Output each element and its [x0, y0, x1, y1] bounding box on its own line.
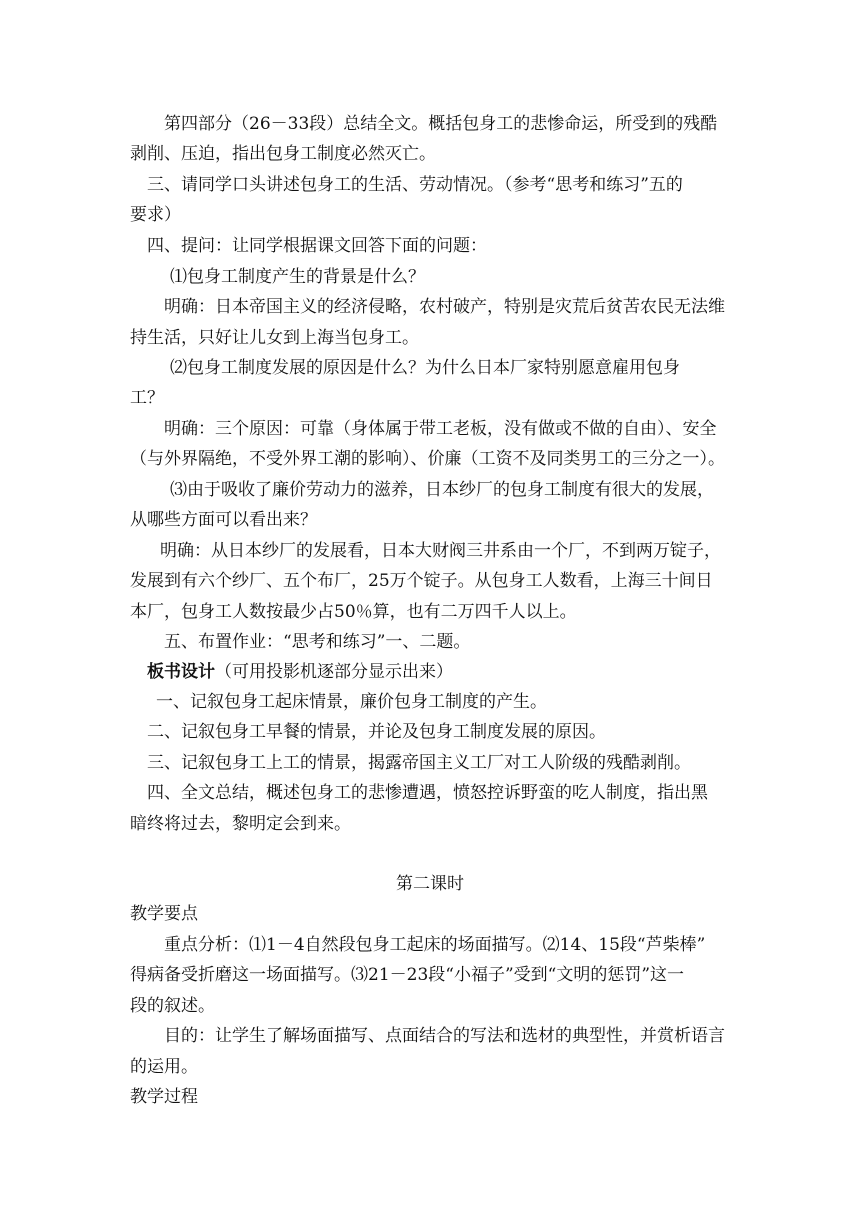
- section-heading: [147, 660, 453, 684]
- text-line: 第四部分（26－33段）总结全文。概括包身工的悲惨命运，所受到的残酷: [164, 114, 718, 134]
- text-line: 二、记叙包身工早餐的情景，并论及包身工制度发展的原因。: [147, 722, 606, 742]
- board-design-label: 板书设计: [147, 662, 215, 682]
- text-line: 本厂，包身工人数按最少占50％算，也有二万四千人以上。: [130, 602, 577, 622]
- text-line: 一、记叙包身工起床情景，廉价包身工制度的产生。: [156, 692, 547, 712]
- text-line: 四、全文总结，概述包身工的悲惨遭遇，愤怒控诉野蛮的吃人制度，指出黑: [147, 783, 708, 803]
- text-line: 发展到有六个纱厂、五个布厂，25万个锭子。从包身工人数看，上海三十间日: [130, 571, 713, 591]
- text-line: 明确：三个原因：可靠（身体属于带工老板，没有做或不做的自由）、安全: [164, 419, 717, 439]
- text-line: 的运用。: [130, 1057, 198, 1077]
- text-line: 三、请同学口头讲述包身工的生活、劳动情况。（参考“思考和练习”五的: [147, 175, 683, 195]
- text-line: ⑵包身工制度发展的原因是什么？为什么日本厂家特别愿意雇用包身: [170, 358, 680, 378]
- lesson-title: 第二课时: [396, 874, 464, 894]
- text-line: 剥削、压迫，指出包身工制度必然灭亡。: [130, 144, 436, 164]
- text-line: 五、布置作业：“思考和练习”一、二题。: [164, 632, 471, 652]
- text-line: 三、记叙包身工上工的情景，揭露帝国主义工厂对工人阶级的残酷剥削。: [147, 753, 691, 773]
- text-line: 从哪些方面可以看出来？: [130, 510, 317, 530]
- text-line: 段的叙述。: [130, 996, 215, 1016]
- text-line: 重点分析：⑴1－4自然段包身工起床的场面描写。⑵14、15段“芦柴棒”: [164, 935, 706, 955]
- text-line: ⑴包身工制度产生的背景是什么？: [170, 267, 425, 287]
- section-heading: 教学要点: [130, 904, 198, 924]
- text-line: 暗终将过去，黎明定会到来。: [130, 814, 351, 834]
- text-line: 目的：让学生了解场面描写、点面结合的写法和选材的典型性，并赏析语言: [164, 1026, 725, 1046]
- text-line: 得病备受折磨这一场面描写。⑶21－23段“小福子”受到“文明的惩罚”这一: [130, 965, 685, 985]
- text-line: 工？: [130, 388, 164, 408]
- text-line: 持生活，只好让儿女到上海当包身工。: [130, 328, 419, 348]
- text-line: ⑶由于吸收了廉价劳动力的滋养，日本纱厂的包身工制度有很大的发展，: [170, 480, 714, 500]
- board-design-note: （可用投影机逐部分显示出来）: [215, 662, 453, 682]
- text-line: 明确：从日本纱厂的发展看，日本大财阀三井系由一个厂，不到两万锭子，: [160, 541, 721, 561]
- text-line: （与外界隔绝，不受外界工潮的影响）、价廉（工资不及同类男工的三分之一）。: [130, 449, 725, 469]
- text-line: 要求）: [130, 205, 181, 225]
- text-line: 明确：日本帝国主义的经济侵略，农村破产，特别是灾荒后贫苦农民无法维: [164, 297, 725, 317]
- text-line: 四、提问：让同学根据课文回答下面的问题：: [147, 236, 487, 256]
- section-heading: 教学过程: [130, 1087, 198, 1107]
